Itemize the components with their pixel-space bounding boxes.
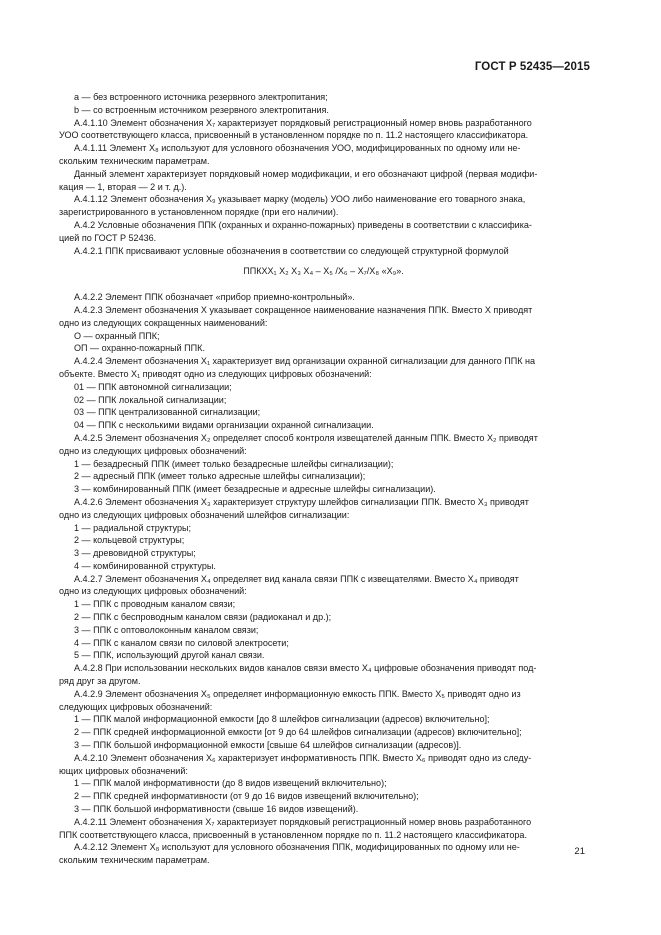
text-line: УОО соответствующего класса, присвоенный в установленном порядке по п. 11.2 настоящего классификатора.: [59, 130, 529, 141]
text-line: Данный элемент характеризует порядковый номер модификации, и его обозначают цифрой (первая модифи-: [74, 168, 538, 179]
text-line: 2 — ППК с беспроводным каналом связи (радиоканал и др.);: [74, 612, 332, 623]
text-line: 04 — ППК с несколькими видами организации охранной сигнализации.: [74, 420, 374, 431]
text-line: А.4.2.8 При использовании нескольких видов каналов связи вместо X₄ цифровые обозначения приводят под-: [74, 663, 537, 674]
text-line: одно из следующих сокращенных наименований:: [59, 317, 268, 328]
text-line: А.4.2.7 Элемент обозначения X₄ определяет вид канала связи ППК с извещателями. Вместо X₄ приводят: [74, 573, 519, 584]
text-line: 3 — древовидной структуры;: [74, 548, 196, 559]
text-line: 3 — ППК большой информационной емкости [свыше 64 шлейфов сигнализации (адресов)].: [74, 740, 462, 751]
text-line: 3 — ППК с оптоволоконным каналом связи;: [74, 624, 259, 635]
text-line: 01 — ППК автономной сигнализации;: [74, 381, 232, 392]
text-line: А.4.2.6 Элемент обозначения X₃ характеризует структуру шлейфов сигнализации ППК. Вместо X₃ приводят: [74, 496, 529, 507]
text-line: одно из следующих цифровых обозначений:: [59, 586, 247, 597]
text-line: объекте. Вместо X₁ приводят одно из следующих цифровых обозначений:: [59, 368, 372, 379]
text-line: А.4.2.4 Элемент обозначения X₁ характеризует вид организации охранной сигнализации для данного ППК на: [74, 356, 536, 367]
text-line: А.4.2.12 Элемент X₈ используют для условного обозначения ППК, модифицированных по одному или не-: [74, 842, 520, 853]
text-line: одно из следующих цифровых обозначений:: [59, 445, 247, 456]
text-line: 5 — ППК, использующий другой канал связи.: [74, 650, 265, 661]
text-line: А.4.2.1 ППК присваивают условные обозначения в соответствии со следующей структурной формулой: [74, 245, 509, 256]
text-line: скольким техническим параметрам.: [59, 155, 210, 166]
text-line: А.4.2.11 Элемент обозначения X₇ характеризует порядковый регистрационный номер вновь разработанного: [74, 816, 532, 827]
text-line: 1 — безадресный ППК (имеет только безадресные шлейфы сигнализации);: [74, 458, 394, 469]
text-line: цией по ГОСТ Р 52436.: [59, 232, 157, 243]
text-line: 4 — комбинированной структуры.: [74, 560, 216, 571]
text-line: 03 — ППК централизованной сигнализации;: [74, 407, 261, 418]
text-line: А.4.1.11 Элемент X₈ используют для условного обозначения УОО, модифицированных по одному или не-: [74, 143, 521, 154]
text-line: А.4.1.10 Элемент обозначения X₇ характеризует порядковый регистрационный номер вновь разработанного: [74, 117, 532, 128]
text-line: кация — 1, вторая — 2 и т. д.).: [59, 181, 187, 192]
text-line: 2 — адресный ППК (имеет только адресные шлейфы сигнализации);: [74, 471, 366, 482]
text-line: 1 — ППК малой информационной емкости [до 8 шлейфов сигнализации (адресов) включительно];: [74, 714, 490, 725]
text-line: А.4.2.3 Элемент обозначения X указывает сокращенное наименование назначения ППК. Вместо X приводят: [74, 304, 533, 315]
text-line: зарегистрированного в установленном порядке (при его наличии).: [59, 207, 339, 218]
document-body: [59, 91, 588, 867]
text-line: 1 — ППК малой информативности (до 8 видов извещений включительно);: [74, 778, 387, 789]
text-line: скольким техническим параметрам.: [59, 855, 210, 866]
text-line: 1 — ППК с проводным каналом связи;: [74, 599, 236, 610]
text-line: А.4.2.10 Элемент обозначения X₆ характеризует информативность ППК. Вместо X₆ приводят одно из следу-: [74, 752, 532, 763]
document-standard-id: ГОСТ Р 52435—2015: [474, 61, 590, 73]
text-line: 1 — радиальной структуры;: [74, 522, 192, 533]
text-line: А.4.2.2 Элемент ППК обозначает «прибор приемно-контрольный».: [74, 292, 355, 303]
text-line: 2 — ППК средней информативности (от 9 до 16 видов извещений включительно);: [74, 791, 419, 802]
text-line: b — со встроенным источником резервного электропитания.: [74, 104, 329, 115]
text-line: ряд друг за другом.: [59, 676, 141, 687]
text-line: 2 — ППК средней информационной емкости [от 9 до 64 шлейфов сигнализации (адресов) включительно];: [74, 727, 522, 738]
text-line: О — охранный ППК;: [74, 330, 160, 341]
text-line: 02 — ППК локальной сигнализации;: [74, 394, 227, 405]
text-line: следующих цифровых обозначений:: [59, 701, 213, 712]
text-line: 2 — кольцевой структуры;: [74, 535, 185, 546]
text-line: 3 — комбинированный ППК (имеет безадресные и адресные шлейфы сигнализации).: [74, 484, 436, 495]
text-line: а — без встроенного источника резервного электропитания;: [74, 92, 328, 102]
text-line: ОП — охранно-пожарный ППК.: [74, 343, 205, 354]
text-line: А.4.2.9 Элемент обозначения X₅ определяет информационную емкость ППК. Вместо X₅ приводят одно из: [74, 688, 521, 699]
text-line: 3 — ППК большой информативности (свыше 16 видов извещений).: [74, 804, 359, 815]
text-line: 4 — ППК с каналом связи по силовой электросети;: [74, 637, 289, 648]
text-line: А.4.2.5 Элемент обозначения X₂ определяет способ контроля извещателей данным ППК. Вместо X₂ приводят: [74, 432, 538, 443]
text-line: одно из следующих цифровых обозначений шлейфов сигнализации:: [59, 509, 350, 520]
text-line: ющих цифровых обозначений:: [59, 765, 188, 776]
text-line: ППК соответствующего класса, присвоенный в установленном порядке по п. 11.2 настоящего классификатора.: [59, 829, 527, 840]
text-line: А.4.1.12 Элемент обозначения X₉ указывает марку (модель) УОО либо наименование его товарного знака,: [74, 194, 526, 205]
text-line: А.4.2 Условные обозначения ППК (охранных и охранно-пожарных) приведены в соответствии с классифика-: [74, 219, 532, 230]
page-number: 21: [574, 846, 585, 857]
structural-formula: ППКХХ₁ Х₂ Х₃ Х₄ – Х₅ /Х₆ – Х₇/Х₈ «Х₉».: [243, 266, 404, 277]
